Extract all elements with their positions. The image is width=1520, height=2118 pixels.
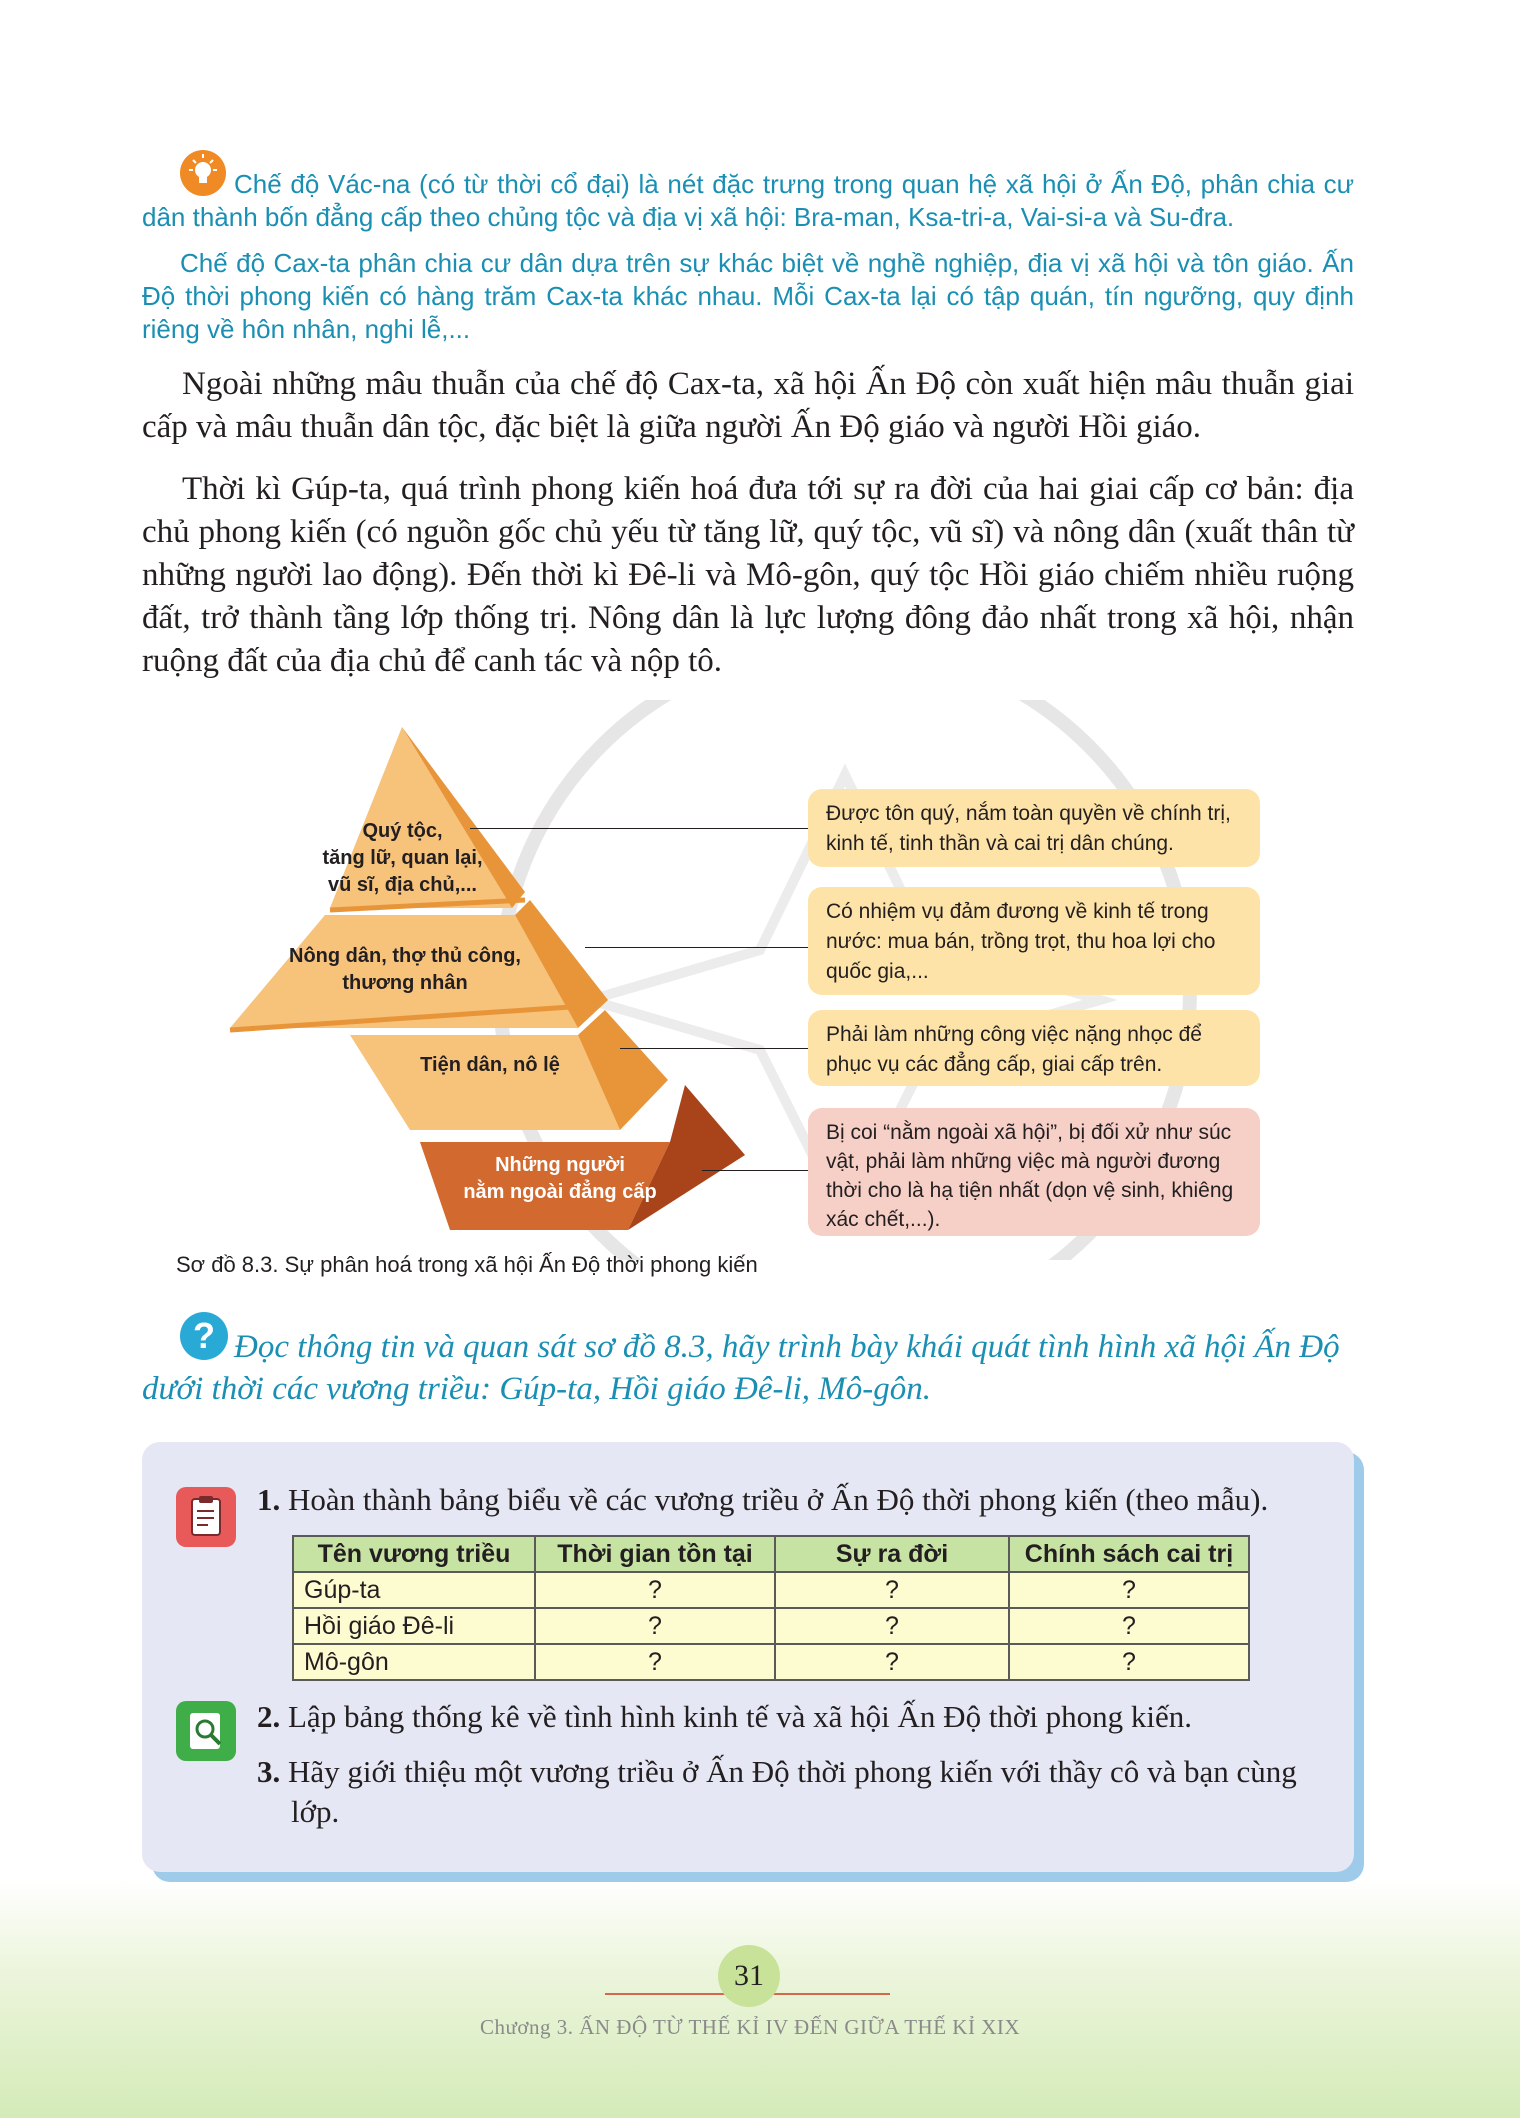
exercise-1: 1. Hoàn thành bảng biểu về các vương triều ở Ấn Độ thời phong kiến (theo mẫu). bbox=[257, 1482, 1269, 1517]
table-cell: ? bbox=[775, 1608, 1009, 1644]
table-cell: Hồi giáo Đê-li bbox=[293, 1608, 535, 1644]
pyramid-label-servants: Tiện dân, nô lệ bbox=[420, 1054, 560, 1076]
chapter-title: Chương 3. ẤN ĐỘ TỪ THẾ KỈ IV ĐẾN GIỮA THẾ KỈ XIX bbox=[479, 2015, 1021, 2039]
table-cell: ? bbox=[1009, 1644, 1249, 1680]
note-paragraph-caste: Chế độ Cax-ta phân chia cư dân dựa trên sự khác biệt về nghề nghiệp, địa vị xã hội và tôn giáo. Ấn Độ thời phong kiến có hàng trăm Cax-ta khác nhau. Mỗi Cax-ta lại có tập quán, tín ngưỡng, quy định riêng về hôn nhân, nghi lễ,... bbox=[142, 248, 1354, 344]
table-cell: ? bbox=[775, 1644, 1009, 1680]
table-cell: ? bbox=[1009, 1608, 1249, 1644]
magnifier-icon bbox=[176, 1701, 236, 1761]
question-text: Đọc thông tin và quan sát sơ đồ 8.3, hãy trình bày khái quát tình hình xã hội Ấn Độ dưới thời các vương triều: Gúp-ta, Hồi giáo Đê-li, Mô-gôn. bbox=[142, 1329, 1340, 1407]
table-header: Sự ra đời bbox=[775, 1536, 1009, 1572]
leader-line-servants bbox=[620, 1048, 808, 1049]
leader-line-peasants bbox=[585, 947, 808, 948]
body-paragraph-conflicts: Ngoài những mâu thuẫn của chế độ Cax-ta, xã hội Ấn Độ còn xuất hiện mâu thuẫn giai cấp và mâu thuẫn dân tộc, đặc biệt là giữa người Ấn Độ giáo và người Hồi giáo. bbox=[142, 366, 1354, 445]
table-cell: ? bbox=[1009, 1572, 1249, 1608]
table-cell: ? bbox=[535, 1608, 775, 1644]
table-row bbox=[293, 1572, 1249, 1608]
pyramid-graphic bbox=[0, 700, 1520, 1260]
pyramid-label-peasants: Nông dân, thợ thủ công, thương nhân bbox=[289, 945, 521, 994]
dynasty-table bbox=[292, 1535, 1250, 1681]
exercise-2: 2. Lập bảng thống kê về tình hình kinh tế và xã hội Ấn Độ thời phong kiến. bbox=[257, 1699, 1193, 1734]
table-header: Chính sách cai trị bbox=[1009, 1536, 1249, 1572]
question-icon: ? bbox=[180, 1312, 228, 1360]
body-paragraph-classes: Thời kì Gúp-ta, quá trình phong kiến hoá đưa tới sự ra đời của hai giai cấp cơ bản: địa chủ phong kiến (có nguồn gốc chủ yếu từ tăng lữ, quý tộc, vũ sĩ) và nông dân (xuất thân từ những người lao động). Đến thời kì Đê-li và Mô-gôn, quý tộc Hồi giáo chiếm nhiều ruộng đất, trở thành tầng lớp thống trị. Nông dân là lực lượng đông đảo nhất trong xã hội, nhận ruộng đất của địa chủ để canh tác và nộp tô. bbox=[142, 471, 1354, 679]
table-row bbox=[293, 1608, 1249, 1644]
table-cell: ? bbox=[535, 1644, 775, 1680]
clipboard-icon bbox=[176, 1487, 236, 1547]
table-header-row bbox=[293, 1536, 1249, 1572]
description-box-servants: Phải làm những công việc nặng nhọc để phục vụ các đẳng cấp, giai cấp trên. bbox=[808, 1010, 1260, 1086]
leader-line-outcasts bbox=[702, 1170, 808, 1171]
social-pyramid-diagram bbox=[0, 700, 1520, 1260]
table-cell: Mô-gôn bbox=[293, 1644, 535, 1680]
table-row bbox=[293, 1644, 1249, 1680]
pyramid-label-nobility: Quý tộc, tăng lữ, quan lại, vũ sĩ, địa chủ,... bbox=[322, 820, 483, 896]
exercise-3: 3. Hãy giới thiệu một vương triều ở Ấn Độ thời phong kiến với thầy cô và bạn cùng lớp. bbox=[257, 1754, 1297, 1829]
figure-caption: Sơ đồ 8.3. Sự phân hoá trong xã hội Ấn Độ thời phong kiến bbox=[176, 1252, 758, 1277]
description-box-peasants: Có nhiệm vụ đảm đương về kinh tế trong nước: mua bán, trồng trọt, thu hoa lợi cho quốc gia,... bbox=[808, 887, 1260, 995]
description-box-outcasts: Bị coi “nằm ngoài xã hội”, bị đối xử như súc vật, phải làm những việc mà người đương thời cho là hạ tiện nhất (dọn vệ sinh, khiêng xác chết,...). bbox=[808, 1108, 1260, 1236]
description-box-nobility: Được tôn quý, nắm toàn quyền về chính trị, kinh tế, tinh thần và cai trị dân chúng. bbox=[808, 789, 1260, 867]
pyramid-label-outcasts: Những người nằm ngoài đẳng cấp bbox=[463, 1154, 657, 1203]
table-header: Thời gian tồn tại bbox=[535, 1536, 775, 1572]
table-cell: Gúp-ta bbox=[293, 1572, 535, 1608]
leader-line-nobility bbox=[470, 828, 808, 829]
table-cell: ? bbox=[535, 1572, 775, 1608]
note-paragraph-varna: Chế độ Vác-na (có từ thời cổ đại) là nét đặc trưng trong quan hệ xã hội ở Ấn Độ, phân chia cư dân thành bốn đẳng cấp theo chủng tộc và địa vị xã hội: Bra-man, Ksa-tri-a, Vai-si-a và Su-đra. bbox=[142, 169, 1354, 232]
table-cell: ? bbox=[775, 1572, 1009, 1608]
table-header: Tên vương triều bbox=[293, 1536, 535, 1572]
page-number: 31 bbox=[718, 1945, 780, 2007]
